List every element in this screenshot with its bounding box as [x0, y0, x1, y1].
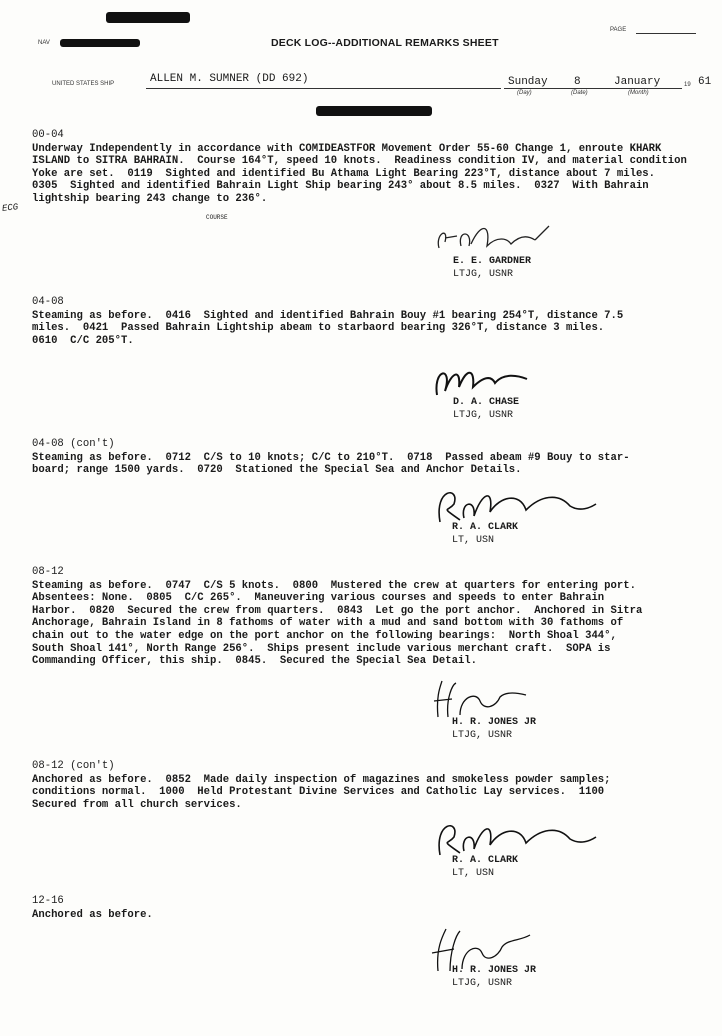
entry-text: Steaming as before. 0712 C/S to 10 knots; C/C to 210°T. 0718 Passed abeam #9 Bouy to star- board; range 1500 yards. 0720 Stationed the Special Sea and Anchor Details. — [32, 451, 630, 477]
signature-name: R. A. CLARK — [452, 522, 519, 533]
log-entry — [32, 438, 630, 477]
entry-time: 00-04 — [32, 129, 64, 141]
signature-name: E. E. GARDNER — [453, 256, 532, 267]
entry-time: 08-12 — [32, 566, 64, 578]
signature-block — [453, 256, 531, 281]
ship-label: UNITED STATES SHIP — [52, 81, 115, 87]
date-value: 8 — [574, 76, 581, 88]
signature-rank: LTJG, USNR — [453, 409, 514, 421]
handwritten-signature — [430, 925, 540, 975]
signature-rank: LT, USN — [452, 867, 495, 879]
page-label: PAGE — [610, 27, 627, 33]
entry-time: 04-08 (con't) — [32, 438, 115, 450]
handwritten-signature — [430, 677, 540, 721]
signature-rank: LTJG, USNR — [452, 729, 513, 741]
entry-time: 08-12 (con't) — [32, 760, 115, 772]
month-value: January — [614, 76, 661, 88]
ship-name: ALLEN M. SUMNER (DD 692) — [150, 73, 309, 85]
redaction-nav — [60, 39, 140, 47]
day-caption: (Day) — [517, 90, 532, 96]
signature-block — [453, 397, 519, 422]
signature-name: D. A. CHASE — [453, 397, 520, 408]
date-caption: (Date) — [571, 90, 588, 96]
page-title: DECK LOG--ADDITIONAL REMARKS SHEET — [271, 37, 499, 49]
entry-text: Steaming as before. 0747 C/S 5 knots. 0800 Mustered the crew at quarters for entering port. Absentees: None. 0805 C/C 265°. Maneuvering various courses and speeds to enter Bahrain Harbor. 0820 Secured the crew from quarters. 0843 Let go the port anchor. Anchored in Sitra Anchorage, Bahrain Island in 8 fathoms of water with a mud and sand bottom with 30 fathoms of chain out to the water edge on the port anchor on the following bearings: North Shoal 344°, South Shoal 141°, North Range 256°. Ships present include various merchant craft. SOPA is Commanding Officer, this ship. 0845. Secured the Special Sea Detail. — [32, 579, 643, 668]
signature-block — [452, 717, 536, 742]
signature-rank: LT, USN — [452, 534, 495, 546]
handwritten-signature — [430, 482, 600, 526]
month-caption: (Month) — [628, 90, 649, 96]
date-line — [504, 88, 682, 89]
signature-block — [452, 522, 518, 547]
navy-label: NAV — [38, 40, 50, 46]
entry-text: Anchored as before. 0852 Made daily inspection of magazines and smokeless powder samples; conditions normal. 1000 Held Protestant Divine Services and Catholic Lay services. 1100 Secured from all church services. — [32, 773, 611, 811]
page-line — [636, 33, 696, 34]
margin-note: ECG — [1, 202, 19, 214]
signature-name: R. A. CLARK — [452, 855, 519, 866]
signature-rank: LTJG, USNR — [452, 977, 513, 989]
log-entry — [32, 296, 623, 347]
signature-name: H. R. JONES JR — [452, 717, 537, 728]
log-entry — [32, 760, 611, 811]
log-entry — [32, 566, 642, 668]
entry-time: 12-16 — [32, 895, 64, 907]
signature-name: H. R. JONES JR — [452, 965, 537, 976]
inline-correction: COURSE — [206, 214, 228, 221]
entry-time: 04-08 — [32, 296, 64, 308]
year-prefix: 19 — [684, 82, 691, 88]
signature-rank: LTJG, USNR — [453, 268, 514, 280]
signature-block — [452, 965, 536, 990]
year-value: 61 — [698, 76, 712, 88]
ship-line — [146, 88, 501, 89]
redaction-mid — [316, 106, 432, 116]
entry-text: Anchored as before. — [32, 908, 153, 921]
handwritten-signature — [431, 357, 551, 401]
entry-text: Underway Independently in accordance with COMIDEASTFOR Movement Order 55-60 Change 1, enroute KHARK ISLAND to SITRA BAHRAIN. Course 164°T, speed 10 knots. Readiness condition IV, and material condition Yoke are set. 0119 Sighted and identified Bu Athama Light Bearing 223°T, distance about 7 miles. 0305 Sighted and identified Bahrain Light Ship bearing 243° about 8.5 miles. 0327 With Bahrain lightship bearing 243 change to 236°. — [32, 142, 687, 205]
day-value: Sunday — [508, 76, 548, 88]
log-entry — [32, 129, 687, 206]
handwritten-signature — [431, 216, 571, 258]
redaction-top — [106, 12, 190, 23]
entry-text: Steaming as before. 0416 Sighted and identified Bahrain Bouy #1 bearing 254°T, distance 7.5 miles. 0421 Passed Bahrain Lightship abeam to starbaord bearing 326°T, distance 3 miles. 0610 C/C 205°T. — [32, 309, 624, 347]
log-entry — [32, 895, 153, 921]
handwritten-signature — [430, 815, 600, 859]
signature-block — [452, 855, 518, 880]
